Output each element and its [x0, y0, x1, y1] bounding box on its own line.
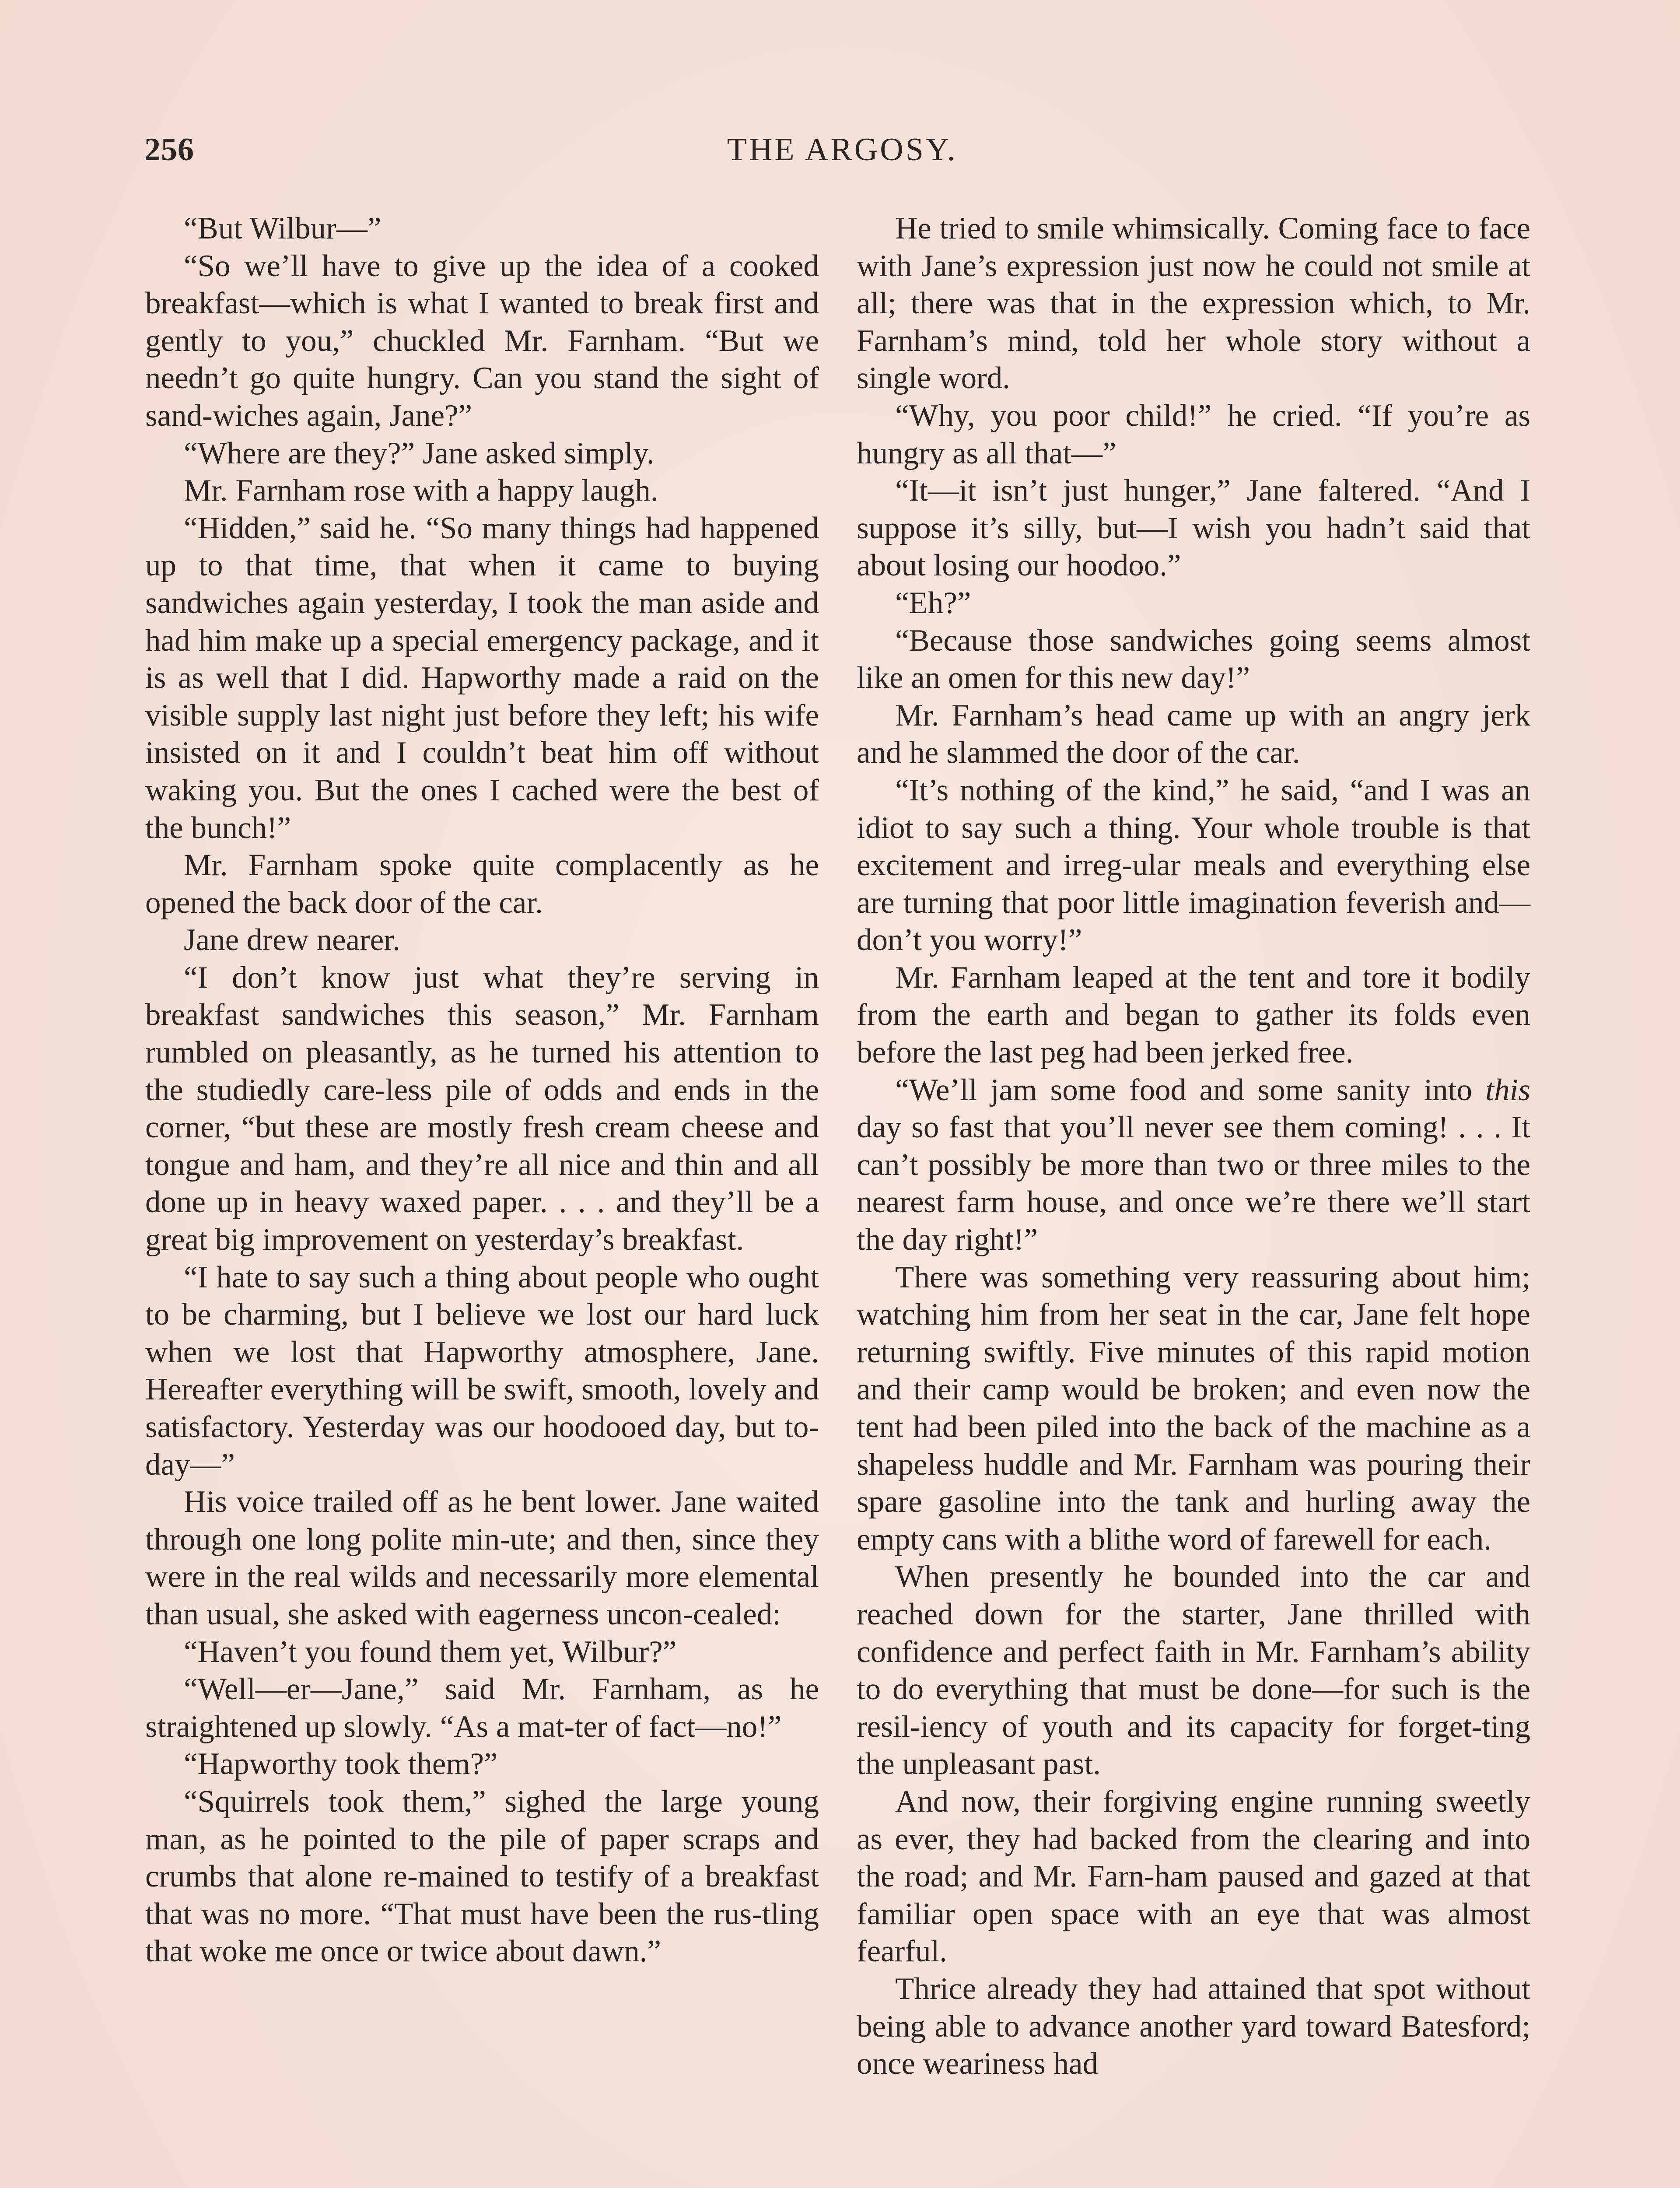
paragraph: “Haven’t you found them yet, Wilbur?” [184, 1634, 677, 1669]
paragraph: “Well—er—Jane,” said Mr. Farnham, as he straightened up slowly. “As a mat-ter of fact—no!” [145, 1672, 819, 1744]
right-column [857, 210, 1530, 2083]
paragraph: “Where are they?” Jane asked simply. [184, 436, 654, 470]
running-head: THE ARGOSY. [727, 132, 958, 168]
paragraph: “I don’t know just what they’re serving in breakfast sandwiches this season,” Mr. Farnham rumbled on pleasantly, as he turned his attention to the studiedly care-less pile of odds and ends in the corner, “but these are mostly fresh cream cheese and tongue and ham, and they’re all nice and thin and all done up in heavy waxed paper. . . . and they’ll be a great big improvement on yesterday’s breakfast. [145, 960, 819, 1257]
paragraph: “It—it isn’t just hunger,” Jane faltered. “And I suppose it’s silly, but—I wish you hadn’t said that about losing our hoodoo.” [857, 473, 1530, 583]
italic-emphasis: this [1485, 1073, 1531, 1107]
paragraph: His voice trailed off as he bent lower. Jane waited through one long polite min-ute; and then, since they were in the real wilds and necessarily more elemental than usual, she asked with eagerness uncon-cealed: [145, 1485, 819, 1631]
paragraph: “Eh?” [895, 586, 971, 620]
paragraph: “Hapworthy took them?” [184, 1747, 498, 1781]
paragraph [857, 1072, 1530, 1259]
paragraph: There was something very reassuring about him; watching him from her seat in the car, Jane felt hope returning swiftly. Five minutes of this rapid motion and their camp would be broken; and even now the tent had been piled into the back of the machine as a shapeless huddle and Mr. Farnham was pouring their spare gasoline into the tank and hurling away the empty cans with a blithe word of farewell for each. [857, 1260, 1530, 1557]
paragraph: Thrice already they had attained that spot without being able to advance another yard toward Batesford; once weariness had [857, 1971, 1530, 2081]
page-number: 256 [144, 132, 194, 168]
paragraph: Mr. Farnham spoke quite complacently as he opened the back door of the car. [145, 848, 819, 920]
paragraph: “But Wilbur—” [184, 211, 382, 245]
paragraph: Jane drew nearer. [184, 923, 400, 957]
paragraph: “Hidden,” said he. “So many things had happened up to that time, that when it came to buying sandwiches again yesterday, I took the man aside and had him make up a special emergency package, and it is as well that I did. Hapworthy made a raid on the visible supply last night just before they left; his wife insisted on it and I couldn’t beat him off without waking you. But the ones I cached were the best of the bunch!” [145, 511, 819, 845]
paragraph: “I hate to say such a thing about people who ought to be charming, but I believe we lost our hard luck when we lost that Hapworthy atmosphere, Jane. Hereafter everything will be swift, smooth, lovely and satisfactory. Yesterday was our hoodooed day, but to-day—” [145, 1260, 819, 1482]
paragraph-text: “We’ll jam some food and some sanity into [895, 1073, 1473, 1107]
paragraph: Mr. Farnham’s head came up with an angry jerk and he slammed the door of the car. [857, 698, 1530, 770]
paragraph: “So we’ll have to give up the idea of a cooked breakfast—which is what I wanted to break first and gently to you,” chuckled Mr. Farnham. “But we needn’t go quite hungry. Can you stand the sight of sand-wiches again, Jane?” [145, 249, 819, 433]
page-header [144, 131, 1540, 179]
paragraph: “It’s nothing of the kind,” he said, “and I was an idiot to say such a thing. Your whole trouble is that excitement and irreg-ular meals and everything else are turning that poor little imagination feverish and—don’t you worry!” [857, 773, 1530, 957]
paragraph: When presently he bounded into the car and reached down for the starter, Jane thrilled with confidence and perfect faith in Mr. Farnham’s ability to do everything that must be done—for such is the resil-iency of youth and its capacity for forget-ting the unpleasant past. [857, 1560, 1530, 1781]
paragraph-text: day so fast that you’ll never see them coming! . . . It can’t possibly be more than two or three miles to the nearest farm house, and once we’re there we’ll start the day right!” [857, 1110, 1530, 1257]
left-column [145, 210, 819, 1971]
paragraph: Mr. Farnham rose with a happy laugh. [184, 473, 658, 508]
paragraph: And now, their forgiving engine running sweetly as ever, they had backed from the clearing and into the road; and Mr. Farn-ham paused and gazed at that familiar open space with an eye that was almost fearful. [857, 1784, 1530, 1969]
paragraph: Mr. Farnham leaped at the tent and tore it bodily from the earth and began to gather its folds even before the last peg had been jerked free. [857, 960, 1530, 1070]
paragraph: He tried to smile whimsically. Coming face to face with Jane’s expression just now he could not smile at all; there was that in the expression which, to Mr. Farnham’s mind, told her whole story without a single word. [857, 211, 1530, 396]
paragraph: “Why, you poor child!” he cried. “If you’re as hungry as all that—” [857, 398, 1530, 470]
paragraph: “Squirrels took them,” sighed the large young man, as he pointed to the pile of paper scraps and crumbs that alone re-mained to testify of a breakfast that was no more. “That must have been the rus-tling that woke me once or twice about dawn.” [145, 1784, 819, 1969]
paragraph: “Because those sandwiches going seems almost like an omen for this new day!” [857, 623, 1530, 695]
